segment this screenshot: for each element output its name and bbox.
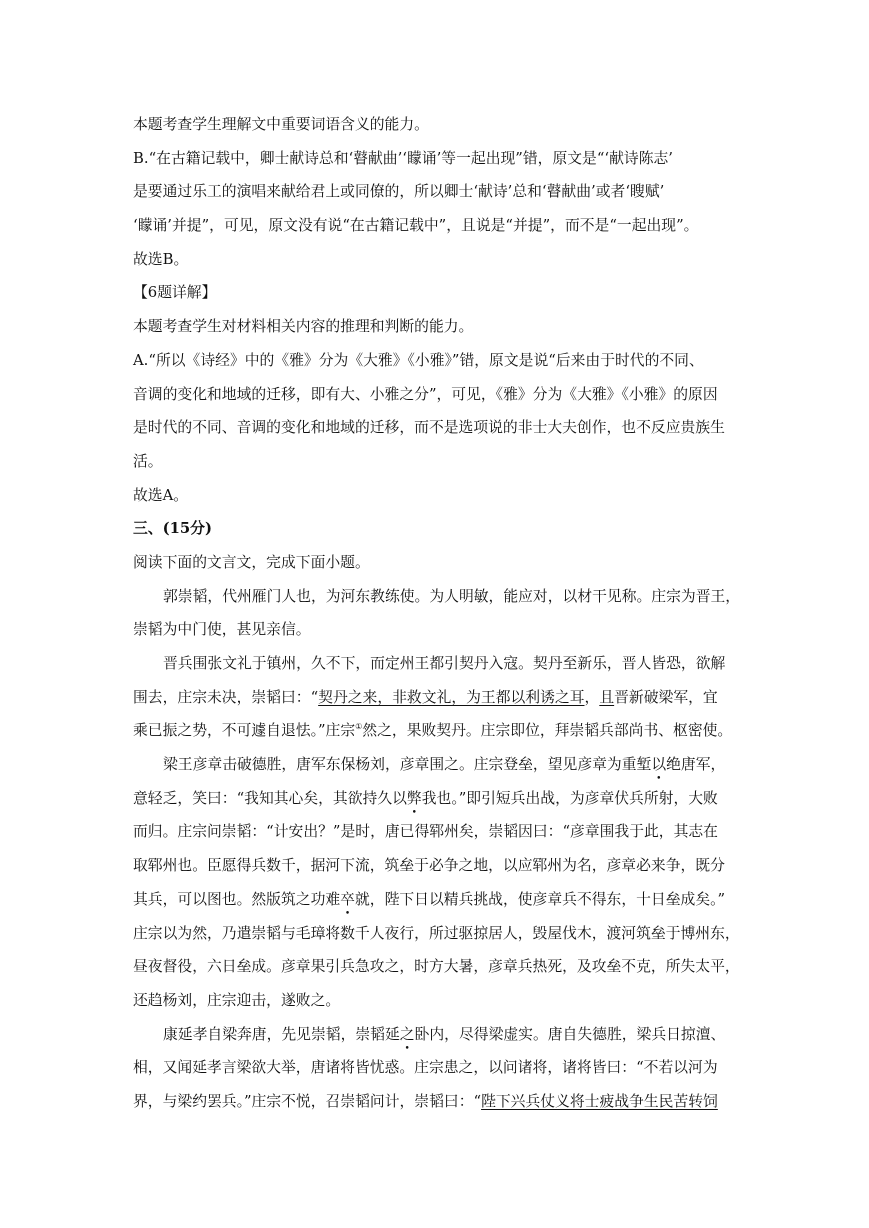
passage-line: 还趋杨刘，庄宗迎击，遂败之。 xyxy=(133,991,341,1009)
passage-line: 取郓州也。臣愿得兵数千，据河下流，筑垒于必争之地，以应郓州为名，彦章必来争，既分 xyxy=(133,857,725,875)
q6-answer: 故选A。 xyxy=(133,486,189,504)
passage-line: 郭崇韬，代州雁门人也，为河东教练使。为人明敏，能应对，以材干见称。庄宗为晋王， xyxy=(163,587,741,605)
underlined-sentence: 契丹之来，非救文礼，为王都以利诱之耳 xyxy=(318,688,585,706)
text-run: 晋新破梁军，宜 xyxy=(614,688,718,706)
text-run: 然之，果败契丹。庄宗即位，拜崇韬兵部尚书、枢密使。 xyxy=(362,722,733,740)
emphasized-word: 卒 xyxy=(340,890,355,908)
passage-line: 而归。庄宗问崇韬：“计安出？”是时，唐已得郓州矣，崇韬因曰：“彦章围我于此，其志在 xyxy=(133,823,718,841)
passage-line xyxy=(133,1085,738,1119)
text-run: 界，与梁约罢兵。”庄宗不悦，召崇韬问计，崇韬曰：“ xyxy=(133,1092,482,1110)
text-run: ， xyxy=(584,688,600,706)
passage-line xyxy=(133,883,738,917)
q6-option-a-line: 是时代的不同、音调的变化和地域的迁移，而不是选项说的非士大夫创作，也不反应贵族生 xyxy=(133,419,725,437)
underlined-sentence: 陛下兴兵仗义将士疲战争生民苦转饲 xyxy=(481,1092,718,1110)
q5-intro: 本题考查学生理解文中重要词语含义的能力。 xyxy=(133,116,429,133)
passage-line: 昼夜督役，六日垒成。彦章果引兵急攻之，时方大暑，彦章兵热死，及攻垒不克，所失太平， xyxy=(133,958,740,976)
passage-line xyxy=(133,714,738,748)
section-instruction: 阅读下面的文言文，完成下面小题。 xyxy=(133,553,370,571)
passage-line: 崇韬为中门使，甚见亲信。 xyxy=(133,621,311,639)
text-run: 卧内，尽得梁虚实。唐自失德胜，梁兵日掠澶、 xyxy=(414,1025,726,1043)
q5-option-b-line: B.“在古籍记载中，卿士献诗总和‘瞽献曲’‘矇诵’等一起出现”错，原文是“‘献诗陈志’ xyxy=(133,149,673,167)
q6-heading: 【6题详解】 xyxy=(133,284,217,302)
passage-line xyxy=(133,748,738,782)
passage-line: 相，又闻延孝言梁欲大举，唐诸将皆忧惑。庄宗患之，以问诸将，诸将皆曰：“不若以河为 xyxy=(133,1059,718,1077)
q5-answer: 故选B。 xyxy=(133,250,189,268)
footnote-marker: ① xyxy=(355,722,363,732)
section-heading: 三、(15分) xyxy=(133,520,212,538)
emphasized-word: 之 xyxy=(399,1025,415,1043)
document-body xyxy=(133,108,741,1119)
passage-line xyxy=(133,681,738,715)
q6-option-a-line: A.“所以《诗经》中的《雅》分为《大雅》《小雅》”错，原文是说“后来由于时代的不同、 xyxy=(133,351,704,369)
text-run: 我也。”即引短兵出战，为彦章伏兵所射，大败 xyxy=(421,789,718,807)
emphasized-word: 弊 xyxy=(406,789,422,807)
text-run: 乘已振之势，不可遽自退怯。”庄宗 xyxy=(133,722,356,740)
emphasized-word: 以 xyxy=(651,756,667,774)
passage-line: 晋兵围张文礼于镇州，久不下，而定州王都引契丹入寇。契丹至新乐，晋人皆恐，欲解 xyxy=(163,655,726,672)
text-run: 就，陛下日以精兵挑战，使彦章兵不得东，十日垒成矣。” xyxy=(354,890,726,908)
text-run: 围去，庄宗未决，崇韬曰：“ xyxy=(133,688,319,706)
q5-option-b-line: ‘矇诵’并提”，可见，原文没有说“在古籍记载中”，且说是“并提”，而不是“一起出现”。 xyxy=(133,217,699,235)
text-run: 意轻乏，笑曰：“我知其心矣，其欲持久以 xyxy=(133,789,407,807)
text-run: 梁王彦章击破德胜，唐军东保杨刘，彦章围之。庄宗登垒，望见彦章为重堑 xyxy=(163,756,652,774)
passage-line xyxy=(133,1018,738,1052)
passage-line xyxy=(133,782,738,816)
q5-option-b-line: 是要通过乐工的演唱来献给君上或同僚的，所以卿士‘献诗’总和‘瞽献曲’或者‘瞍赋’ xyxy=(133,183,665,201)
q6-option-a-line: 音调的变化和地域的迁移，即有大、小雅之分”，可见，《雅》分为《大雅》《小雅》的原因 xyxy=(133,385,718,403)
underlined-sentence: 且 xyxy=(599,688,615,706)
passage-line: 庄宗以为然，乃遣崇韬与毛璋将数千人夜行，所过驱掠居人，毁屋伐木，渡河筑垒于博州东， xyxy=(133,924,740,942)
text-run: 绝唐军， xyxy=(666,756,726,774)
q6-option-a-line: 活。 xyxy=(133,452,163,470)
text-run: 康延孝自梁奔唐，先见崇韬，崇韬延 xyxy=(163,1025,400,1043)
text-run: 其兵，可以图也。然版筑之功难 xyxy=(133,890,341,908)
q6-intro: 本题考查学生对材料相关内容的推理和判断的能力。 xyxy=(133,318,474,336)
